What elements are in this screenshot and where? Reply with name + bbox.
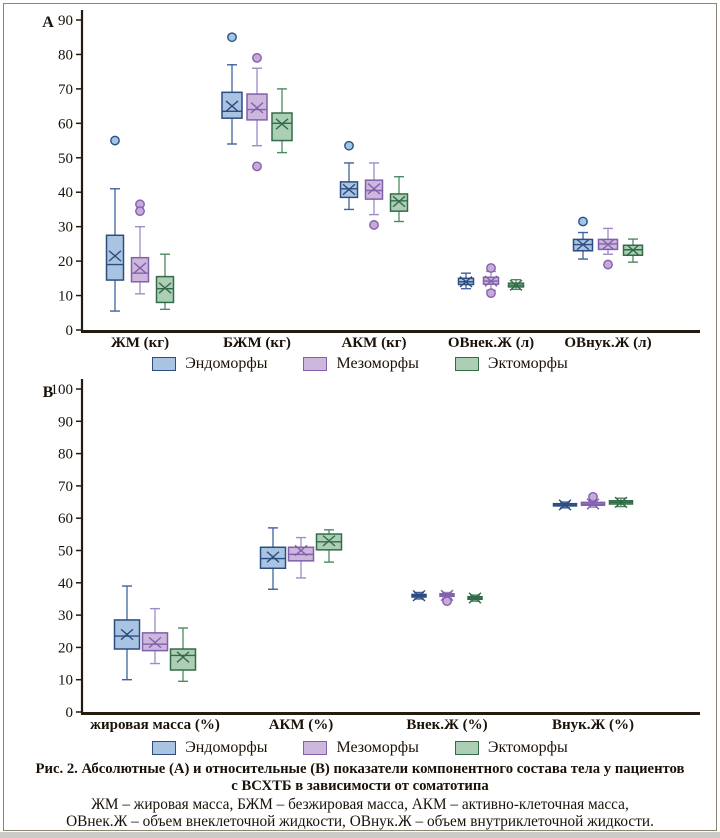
bottom-strip (0, 832, 720, 838)
category-label: ОВнук.Ж (л) (564, 335, 652, 351)
outlier-point (487, 289, 495, 297)
category-label: ОВнек.Ж (л) (447, 335, 535, 351)
y-tick-label: 90 (58, 414, 73, 431)
y-tick-label: 40 (58, 185, 73, 202)
outlier-point (443, 597, 451, 605)
outlier-point (579, 217, 587, 225)
category-label: жировая масса (%) (90, 717, 220, 733)
legend-swatch-mesomorphs (303, 741, 327, 755)
category-label: АКМ (кг) (341, 335, 407, 351)
legend-label-mesomorphs: Мезоморфы (336, 355, 419, 372)
outlier-point (589, 493, 597, 501)
y-tick-label: 30 (58, 219, 73, 236)
y-tick-label: 0 (65, 323, 73, 339)
y-tick-label: 20 (58, 254, 73, 271)
category-label: ЖМ (кг) (110, 335, 170, 351)
legend-item-ectomorphs (455, 739, 568, 757)
y-tick-label: 100 (50, 382, 73, 398)
boxplot-box (132, 258, 149, 282)
outlier-point (604, 260, 612, 268)
y-tick-label: 30 (58, 608, 73, 625)
y-tick-label: 20 (58, 640, 73, 657)
y-tick-label: 70 (58, 81, 73, 98)
legend-item-mesomorphs (303, 739, 418, 757)
y-tick-label: 40 (58, 575, 73, 592)
legend-label-endomorphs: Эндоморфы (185, 739, 268, 756)
legend-label-endomorphs: Эндоморфы (185, 355, 268, 372)
legend-label-ectomorphs: Эктоморфы (487, 739, 568, 756)
legend-label-ectomorphs: Эктоморфы (487, 355, 568, 372)
y-tick-label: 60 (58, 116, 73, 133)
category-label: БЖМ (кг) (223, 335, 291, 351)
caption-abbreviations-line1: ЖМ – жировая масса, БЖМ – безжировая масса, АКМ – активно-клеточная масса, (91, 796, 629, 813)
y-tick-label: 60 (58, 511, 73, 528)
legend-panel-b (0, 739, 720, 757)
y-tick-label: 10 (58, 288, 73, 305)
legend-item-endomorphs (152, 739, 267, 757)
outlier-point (345, 142, 353, 150)
legend-panel-a (0, 355, 720, 373)
legend-label-mesomorphs: Мезоморфы (336, 739, 419, 756)
legend-item-mesomorphs (303, 355, 418, 373)
panel-label: B (42, 384, 54, 401)
legend-swatch-ectomorphs (455, 357, 479, 371)
legend-swatch-endomorphs (152, 357, 176, 371)
panel-label: A (42, 14, 54, 31)
y-tick-label: 10 (58, 672, 73, 689)
y-tick-label: 0 (65, 705, 73, 721)
y-tick-label: 50 (58, 543, 73, 560)
legend-swatch-endomorphs (152, 741, 176, 755)
category-label: АКМ (%) (268, 717, 334, 733)
boxplot-box (272, 113, 292, 141)
legend-swatch-ectomorphs (455, 741, 479, 755)
legend-swatch-mesomorphs (303, 357, 327, 371)
category-label: Внук.Ж (%) (551, 717, 635, 733)
outlier-point (136, 207, 144, 215)
y-tick-label: 50 (58, 150, 73, 167)
caption-abbreviations-line2: ОВнек.Ж – объем внеклеточной жидкости, ОВнук.Ж – объем внутриклеточной жидкости. (66, 813, 654, 830)
y-tick-label: 80 (58, 47, 73, 64)
boxplot-box (157, 277, 174, 303)
outlier-point (487, 264, 495, 272)
outlier-point (228, 33, 236, 41)
category-label: Внек.Ж (%) (406, 717, 488, 733)
boxplot-box (171, 649, 196, 670)
legend-item-endomorphs (152, 355, 267, 373)
outlier-point (111, 136, 119, 144)
outlier-point (370, 221, 378, 229)
y-tick-label: 70 (58, 478, 73, 495)
boxplot-box (107, 235, 124, 280)
y-tick-label: 90 (58, 13, 73, 29)
outlier-point (253, 54, 261, 62)
legend-item-ectomorphs (455, 355, 568, 373)
caption-title-line1: Рис. 2. Абсолютные (А) и относительные (В) показатели компонентного состава тела у пациентов (35, 761, 685, 777)
caption-title-line2: с ВСХТБ в зависимости от соматотипа (231, 778, 489, 794)
y-tick-label: 80 (58, 446, 73, 463)
outlier-point (253, 162, 261, 170)
